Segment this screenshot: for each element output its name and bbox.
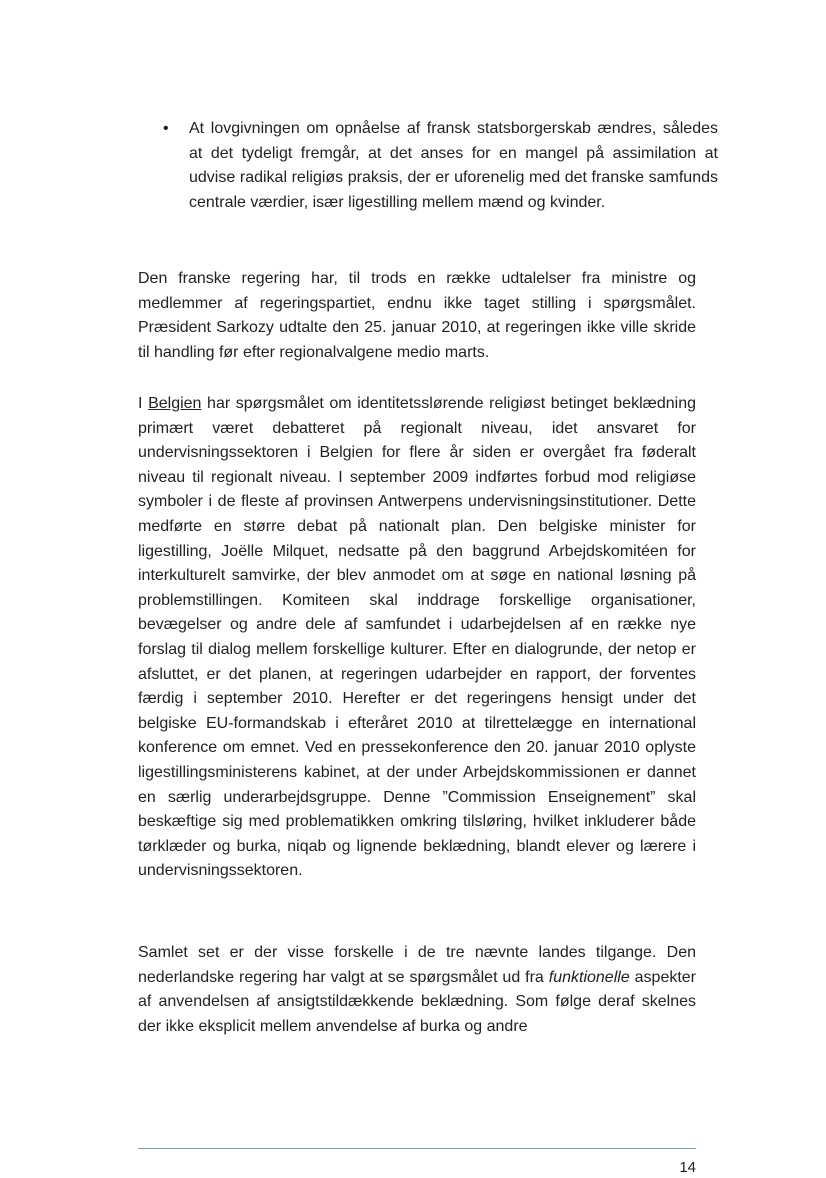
paragraph-prefix: I (138, 395, 149, 412)
country-link-belgien: Belgien (148, 395, 202, 412)
paragraph-belgium (138, 392, 696, 884)
bullet-marker: • (163, 120, 169, 137)
footer-rule (138, 1148, 696, 1149)
emphasis-text: funktionelle (548, 968, 630, 986)
bullet-item (163, 117, 723, 215)
summary-text-after: aspekter af anvendelsen af ansigtstildækkende beklædning. Som følge deraf skelnes der ikke eksplicit mellem anvendelse af burka og andre (138, 968, 697, 1035)
summary-text-before: Samlet set er der visse forskelle i de tre nævnte landes tilgange. Den nederlandske regering har valgt at se spørgsmålet ud fra (138, 944, 696, 986)
paragraph-body: har spørgsmålet om identitetsslørende religiøst betinget beklædning primært været debatteret på regionalt niveau, idet ansvaret for undervisningssektoren i Belgien for flere år siden er overgået fra føderalt niveau til regionalt niveau. I september 2009 indførtes forbud mod religiøse symboler i de fleste af provinsen Antwerpens undervisningsinstitutioner. Dette medførte en større debat på nationalt plan. Den belgiske minister for ligestilling, Joëlle Milquet, nedsatte på den baggrund Arbejdskomitéen for interkulturelt samvirke, der blev anmodet om at søge en national løsning på problemstillingen. Komiteen skal inddrage forskellige organisationer, bevægelser og andre dele af samfundet i udarbejdelsen af en række nye forslag til dialog mellem forskellige kulturer. Efter en dialogrunde, der netop er afsluttet, er det planen, at regeringen udarbejder en rapport, der forventes færdig i september 2010. Herefter er det regeringens hensigt under det belgiske EU-formandskab i efteråret 2010 at tilrettelægge en international konference om emnet. Ved en pressekonference den 20. januar 2010 oplyste ligestillingsministerens kabinet, at der under Arbejdskommissionen er dannet en særlig underarbejdsgruppe. Denne ”Commission Enseignement” skal beskæftige sig med problematikken omkring tilsløring, hvilket inkluderer både tørklæder og burka, niqab og lignende beklædning, blandt elever og lærere i undervisningssektoren. (138, 395, 697, 880)
bullet-text: At lovgivningen om opnåelse af fransk statsborgerskab ændres, således at det tydeligt fremgår, at det anses for en mangel på assimilation at udvise radikal religiøs praksis, der er uforenelig med det franske samfunds centrale værdier, især ligestilling mellem mænd og kvinder. (189, 120, 718, 211)
paragraph-summary (138, 941, 696, 1039)
paragraph-france: Den franske regering har, til trods en række udtalelser fra ministre og medlemmer af regeringspartiet, endnu ikke taget stilling i spørgsmålet. Præsident Sarkozy udtalte den 25. januar 2010, at regeringen ikke ville skride til handling før efter regionalvalgene medio marts. (138, 270, 696, 361)
page-number: 14 (679, 1159, 696, 1176)
